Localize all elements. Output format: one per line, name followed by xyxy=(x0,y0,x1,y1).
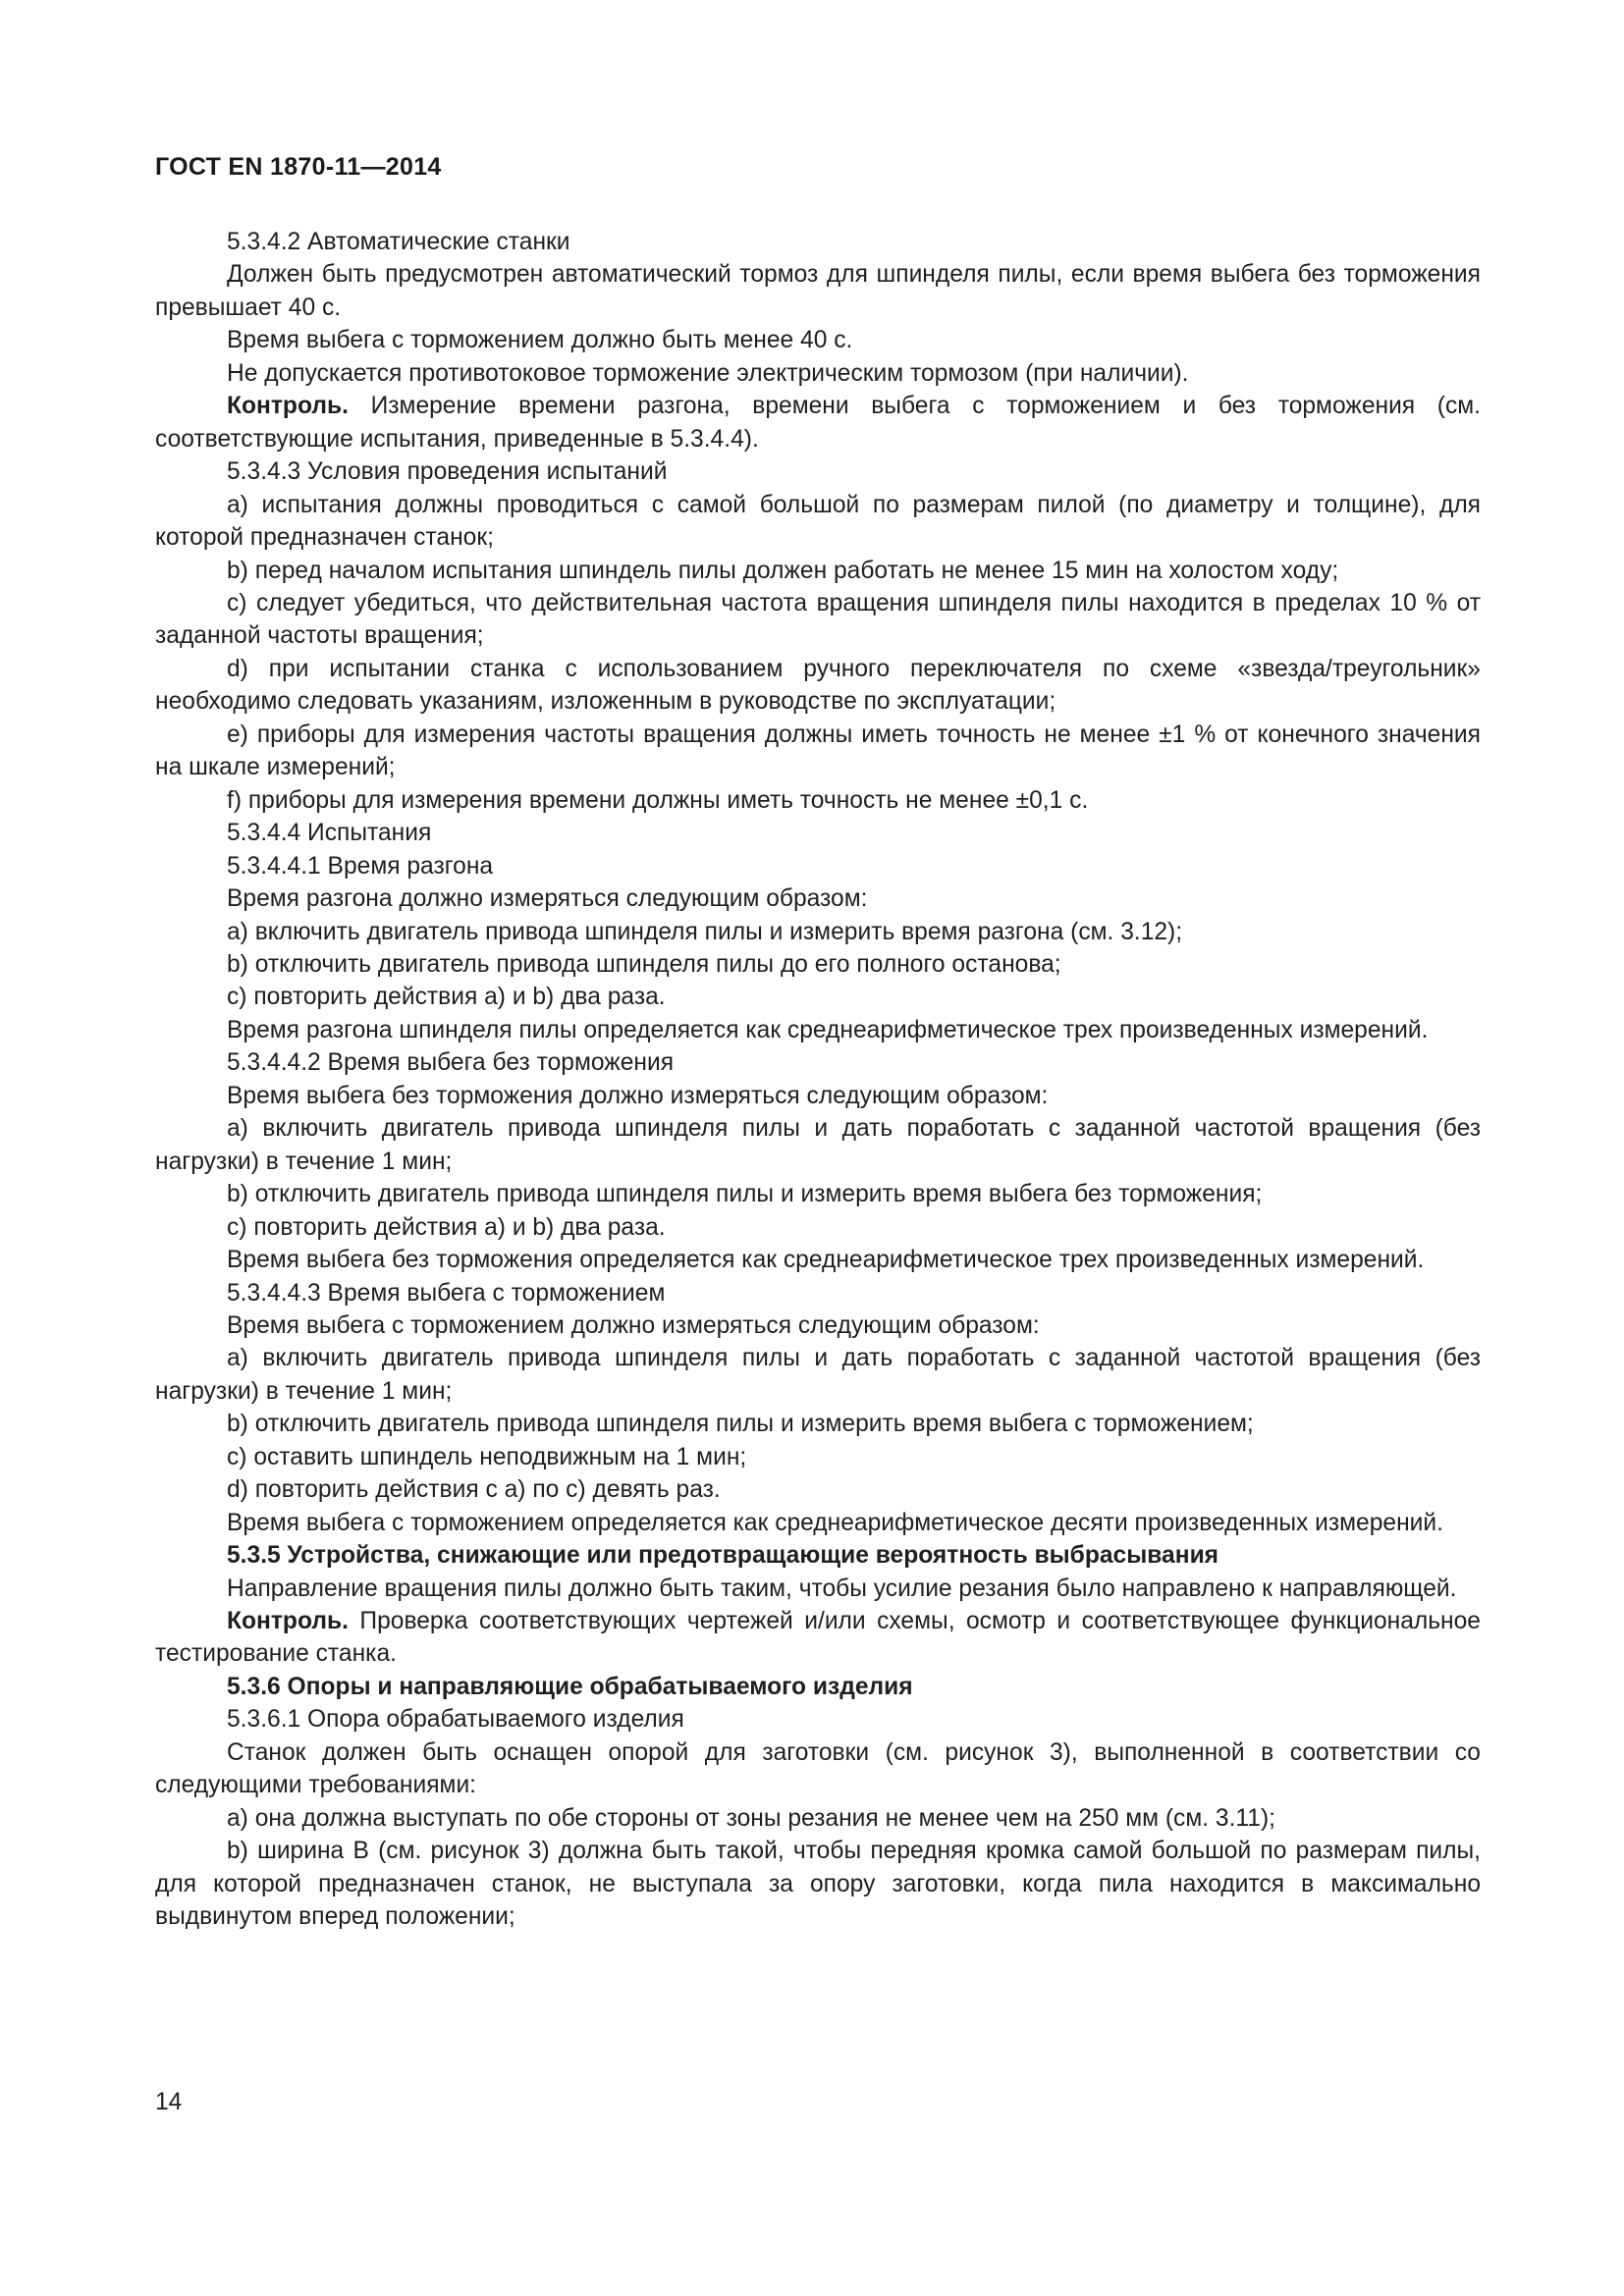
paragraph xyxy=(155,1080,1481,1112)
paragraph-text: Время разгона шпинделя пилы определяется как среднеарифметическое трех произведенных измерений. xyxy=(227,1016,1429,1043)
paragraph-text: 5.3.4.4.1 Время разгона xyxy=(227,852,494,880)
paragraph xyxy=(155,981,1481,1013)
paragraph xyxy=(155,1736,1481,1802)
paragraph-text: b) отключить двигатель привода шпинделя пилы до его полного останова; xyxy=(227,950,1061,978)
paragraph-text: Должен быть предусмотрен автоматический тормоз для шпинделя пилы, если время выбега без торможения превышает 40 с. xyxy=(155,261,1481,321)
paragraph xyxy=(155,455,1481,488)
paragraph-text: e) приборы для измерения частоты вращения должны иметь точность не менее ±1 % от конечного значения на шкале измерений; xyxy=(155,721,1481,781)
paragraph xyxy=(155,324,1481,356)
paragraph-text: d) повторить действия с a) по c) девять раз. xyxy=(227,1476,721,1504)
paragraph xyxy=(155,653,1481,719)
paragraph xyxy=(155,850,1481,882)
paragraph-text: Направление вращения пилы должно быть таким, чтобы усилие резания было направлено к направляющей. xyxy=(227,1575,1457,1602)
paragraph xyxy=(155,1441,1481,1473)
paragraph-text: c) повторить действия a) и b) два раза. xyxy=(227,1213,666,1241)
paragraph xyxy=(155,489,1481,555)
paragraph xyxy=(155,1342,1481,1408)
paragraph-lead: Контроль. xyxy=(227,1608,349,1635)
paragraph xyxy=(155,226,1481,258)
paragraph xyxy=(155,1014,1481,1046)
paragraph-text: a) она должна выступать по обе стороны от зоны резания не менее чем на 250 мм (см. 3.11); xyxy=(227,1804,1275,1832)
paragraph xyxy=(155,784,1481,817)
paragraph-text: Время выбега без торможения определяется как среднеарифметическое трех произведенных измерений. xyxy=(227,1247,1425,1274)
paragraph-lead: Контроль. xyxy=(227,393,349,420)
paragraph xyxy=(155,258,1481,324)
paragraph-text: a) испытания должны проводиться с самой большой по размерам пилой (по диаметру и толщине), для которой предназначен станок; xyxy=(155,491,1481,552)
paragraph xyxy=(155,1178,1481,1210)
paragraph-lead: 5.3.6 Опоры и направляющие обрабатываемого изделия xyxy=(227,1673,913,1700)
paragraph xyxy=(155,587,1481,653)
paragraph xyxy=(155,948,1481,981)
paragraph-text: Проверка соответствующих чертежей и/или схемы, осмотр и соответствующее функциональное тестирование станка. xyxy=(155,1608,1481,1668)
paragraph xyxy=(155,1507,1481,1539)
paragraph xyxy=(155,1573,1481,1605)
paragraph-text: Время выбега с торможением определяется как среднеарифметическое десяти произведенных измерений. xyxy=(227,1509,1443,1536)
paragraph-text: a) включить двигатель привода шпинделя пилы и дать поработать с заданной частотой вращения (без нагрузки) в течение 1 мин; xyxy=(155,1345,1481,1405)
paragraph-text: f) приборы для измерения времени должны иметь точность не менее ±0,1 с. xyxy=(227,786,1089,814)
paragraph xyxy=(155,719,1481,784)
paragraph xyxy=(155,1835,1481,1933)
paragraph-text: c) следует убедиться, что действительная частота вращения шпинделя пилы находится в пределах 10 % от заданной частоты вращения; xyxy=(155,589,1481,650)
document-body xyxy=(155,226,1481,1934)
paragraph xyxy=(155,1046,1481,1079)
paragraph-text: Время выбега с торможением должно быть менее 40 с. xyxy=(227,327,853,354)
paragraph xyxy=(155,1112,1481,1178)
paragraph xyxy=(155,1671,1481,1703)
paragraph-text: d) при испытании станка с использованием ручного переключателя по схеме «звезда/треугольник» необходимо следовать указаниям, изложенным в руководстве по эксплуатации; xyxy=(155,655,1481,716)
paragraph xyxy=(155,357,1481,390)
paragraph xyxy=(155,555,1481,587)
paragraph-text: 5.3.4.4.2 Время выбега без торможения xyxy=(227,1049,675,1077)
paragraph-text: Время выбега без торможения должно измеряться следующим образом: xyxy=(227,1082,1049,1109)
paragraph xyxy=(155,1211,1481,1244)
paragraph-text: b) ширина B (см. рисунок 3) должна быть такой, чтобы передняя кромка самой большой по размерам пилы, для которой предназначен станок, не выступала за опору заготовки, когда пила находится в максимально выдвинутом вперед положении; xyxy=(155,1838,1481,1931)
paragraph-lead: 5.3.5 Устройства, снижающие или предотвращающие вероятность выбрасывания xyxy=(227,1542,1219,1570)
paragraph-text: Время выбега с торможением должно измеряться следующим образом: xyxy=(227,1311,1040,1339)
paragraph-text: 5.3.4.2 Автоматические станки xyxy=(227,229,570,255)
paragraph-text: Не допускается противотоковое торможение электрическим тормозом (при наличии). xyxy=(227,359,1189,387)
paragraph-text: a) включить двигатель привода шпинделя пилы и дать поработать с заданной частотой вращения (без нагрузки) в течение 1 мин; xyxy=(155,1115,1481,1175)
paragraph-text: Время разгона должно измеряться следующим образом: xyxy=(227,885,868,913)
paragraph-text: Станок должен быть оснащен опорой для заготовки (см. рисунок 3), выполненной в соответствии со следующими требованиями: xyxy=(155,1738,1481,1799)
paragraph xyxy=(155,390,1481,455)
paragraph-text: 5.3.4.4.3 Время выбега с торможением xyxy=(227,1279,666,1307)
paragraph-text: 5.3.6.1 Опора обрабатываемого изделия xyxy=(227,1706,684,1734)
paragraph xyxy=(155,1473,1481,1506)
paragraph xyxy=(155,1703,1481,1735)
paragraph-text: Измерение времени разгона, времени выбега с торможением и без торможения (см. соответствующие испытания, приведенные в 5.3.4.4). xyxy=(155,393,1481,453)
paragraph xyxy=(155,1408,1481,1440)
paragraph xyxy=(155,1309,1481,1342)
paragraph xyxy=(155,1539,1481,1572)
paragraph xyxy=(155,1605,1481,1671)
paragraph-text: a) включить двигатель привода шпинделя пилы и измерить время разгона (см. 3.12); xyxy=(227,918,1183,945)
paragraph xyxy=(155,1802,1481,1835)
paragraph-text: b) отключить двигатель привода шпинделя пилы и измерить время выбега без торможения; xyxy=(227,1181,1263,1208)
paragraph-text: b) отключить двигатель привода шпинделя пилы и измерить время выбега с торможением; xyxy=(227,1411,1254,1438)
paragraph-text: c) повторить действия a) и b) два раза. xyxy=(227,984,666,1011)
paragraph-text: 5.3.4.3 Условия проведения испытаний xyxy=(227,458,668,486)
document-header: ГОСТ EN 1870-11—2014 xyxy=(155,153,442,181)
page-number: 14 xyxy=(155,2089,183,2115)
paragraph xyxy=(155,916,1481,948)
paragraph-text: c) оставить шпиндель неподвижным на 1 мин; xyxy=(227,1443,747,1470)
paragraph-text: b) перед началом испытания шпиндель пилы должен работать не менее 15 мин на холостом ходу; xyxy=(227,557,1339,584)
paragraph xyxy=(155,1277,1481,1309)
paragraph xyxy=(155,882,1481,915)
paragraph xyxy=(155,817,1481,849)
paragraph-text: 5.3.4.4 Испытания xyxy=(227,820,432,847)
paragraph xyxy=(155,1244,1481,1276)
